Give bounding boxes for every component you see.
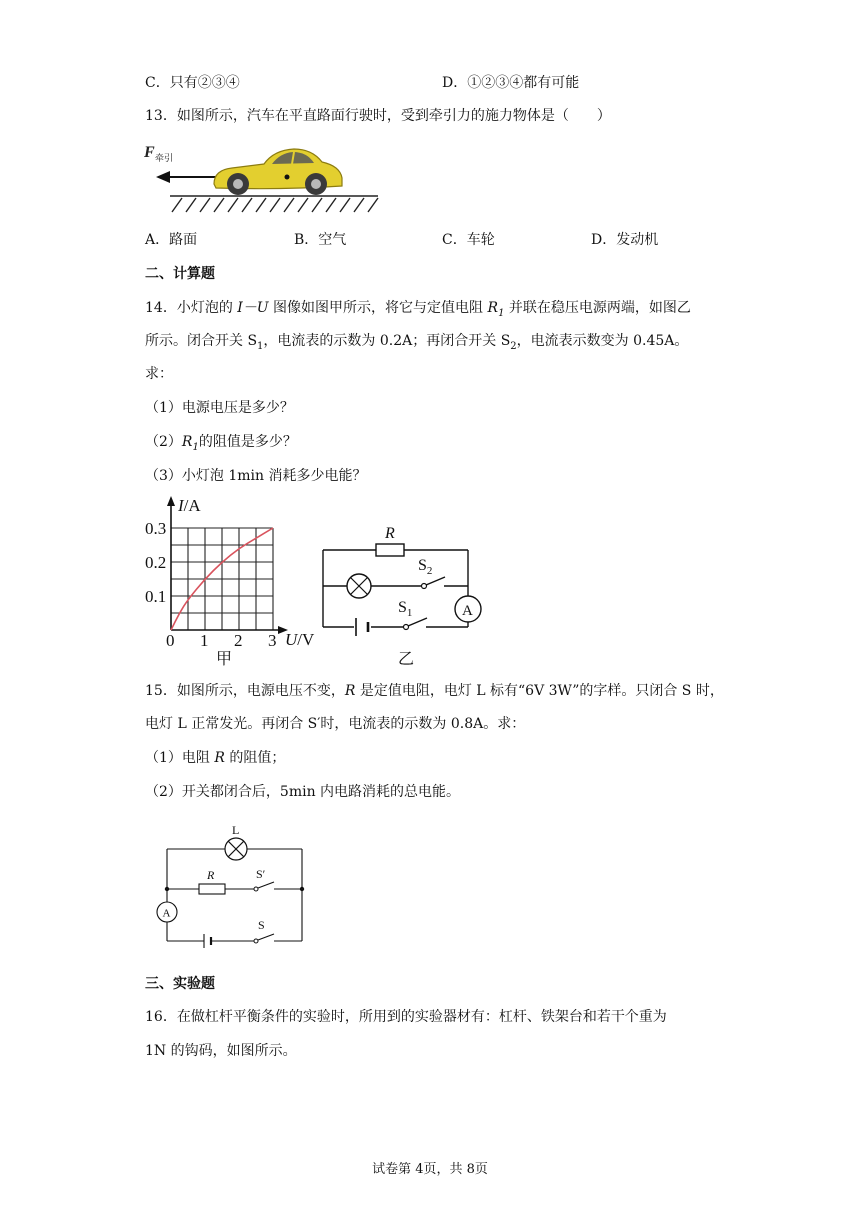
q14-sub-2: $(2)R_1$的阻值是多少？ [145,434,297,453]
option-d: D．①②③④都有可能 [442,75,580,91]
svg-text:S1: $S_1$ [398,599,413,619]
switch-s-prime [254,882,274,891]
y-tick-label: 0.3 [145,519,167,538]
q16-line-2: 1N 的钩码，如图所示。 [145,1043,297,1059]
resistor-r [199,884,225,894]
question-13-stem: 13．如图所示，汽车在平直路面行驶时，受到牵引力的施力物体是（ ） [145,108,611,124]
y-tick-label: 0.1 [145,587,167,606]
svg-text:A: A [162,907,171,920]
graph-caption: 甲 [216,651,233,668]
lamp-icon [347,574,371,598]
switch-s1 [404,618,428,630]
q15-line-2: 电灯 L 正常发光。再闭合 S′时，电流表的示数为 0.8A。求： [145,716,526,732]
switch-s2 [422,577,446,589]
x-tick-label: 3 [268,631,277,650]
option-c: C．只有②③④ [145,75,240,91]
force-arrowhead [156,171,170,183]
resistor-r [376,544,404,556]
x-tick-label: 1 [200,631,209,650]
q13-option-d: D．发动机 [591,232,659,248]
q14-sub-3: （3）小灯泡 1min 消耗多少电能？ [145,468,367,484]
svg-text:S′: S′ [256,867,266,881]
q15-sub-2: （2）开关都闭合后，5min 内电路消耗的总电能。 [145,784,461,800]
battery-icon [204,934,211,948]
x-tick-label: 0 [166,631,175,650]
battery-icon [356,618,368,636]
section-2-heading: 二、计算题 [145,266,215,282]
q15-sub-1: （1）电阻 R 的阻值； [145,750,286,766]
force-subscript: 牵引 [155,153,174,163]
y-axis-arrow [167,496,175,506]
svg-text:R: R [207,868,215,882]
q13-option-a: A．路面 [145,232,198,248]
force-symbol: F [144,144,155,161]
switch-s [254,934,274,943]
svg-text:S2: $S_2$ [418,557,433,577]
q14-sub-1: （1）电源电压是多少？ [145,400,294,416]
q15-circuit [152,820,312,950]
circuit-caption: 乙 [398,651,415,668]
q13-option-b: B．空气 [294,232,347,248]
q13-car-figure [142,140,382,216]
q14-line-2: 所示。闭合开关 $S_1$，电流表的示数为 0.2A；再闭合开关 $S_2$，电流表示数变为 0.45A。 [145,333,689,352]
ammeter-icon [455,596,481,622]
y-axis-label: I/A [178,496,201,515]
x-axis-label: U/V [285,630,315,649]
q16-line-1: 16．在做杠杆平衡条件的实验时，所用到的实验器材有：杠杆、铁架台和若干个重为 [145,1009,667,1025]
iu-graph [142,494,332,670]
ammeter-icon [157,902,177,922]
ground-hatching [170,196,378,212]
x-tick-label: 2 [234,631,243,650]
svg-text:A: A [462,603,473,619]
q14-circuit [318,524,493,670]
q14-line-1: 14．小灯泡的 I－U 图像如图甲所示，将它与定值电阻 $R_1$ 并联在稳压电源两端，如图乙 [145,300,691,319]
lamp-l-icon [225,838,247,860]
car-icon [214,149,342,195]
svg-text:L: L [232,823,240,837]
svg-text:R: R [385,525,395,542]
q15-line-1: 15．如图所示，电源电压不变，R 是定值电阻，电灯 L 标有“6V 3W”的字样。只闭合 S 时， [145,683,724,699]
section-3-heading: 三、实验题 [145,976,215,992]
page-footer: 试卷第 4页，共 8页 [372,1162,488,1177]
q13-option-c: C．车轮 [442,232,495,248]
svg-text:S: S [258,918,265,932]
q14-line-3: 求： [145,366,173,382]
y-tick-label: 0.2 [145,553,167,572]
